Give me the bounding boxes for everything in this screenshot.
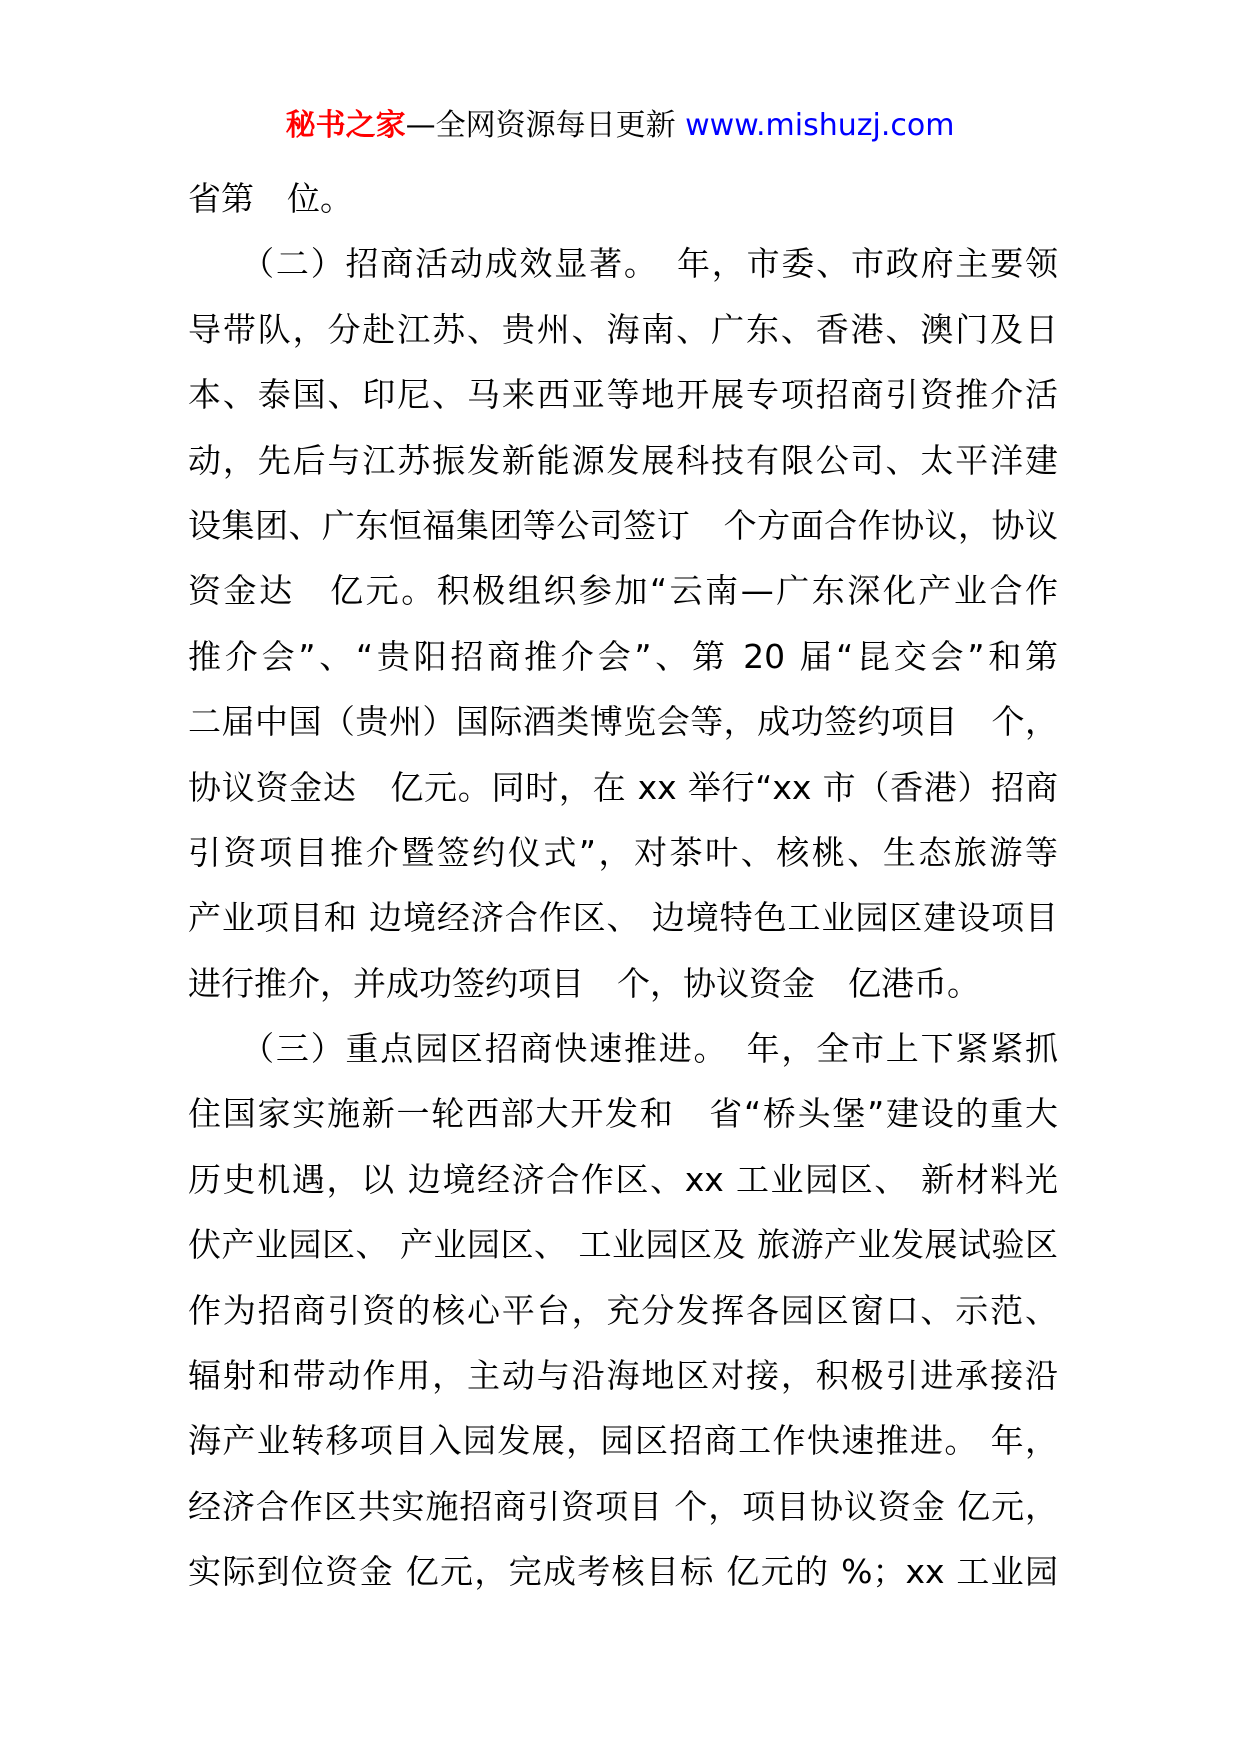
body-text [188, 166, 1058, 1605]
text-line: 动，先后与江苏振发新能源发展科技有限公司、太平洋建 [188, 440, 1058, 480]
text-line: 设集团、广东恒福集团等公司签订 个方面合作协议，协议 [188, 505, 1058, 545]
text-line: 协议资金达 亿元。同时，在 xx 举行“xx 市（香港）招商 [188, 767, 1058, 807]
text-line: 推介会”、“贵阳招商推介会”、第 20 届“昆交会”和第 [188, 636, 1058, 676]
text-line: 省第 位。 [188, 179, 353, 218]
text-line: 海产业转移项目入园发展，园区招商工作快速推进。 年， [188, 1421, 1058, 1461]
header-slogan: —全网资源每日更新 [405, 108, 686, 143]
text-line: 伏产业园区、 产业园区、 工业园区及 旅游产业发展试验区 [188, 1225, 1058, 1265]
watermark-header [0, 104, 1240, 148]
text-line: （二）招商活动成效显著。 年，市委、市政府主要领 [188, 244, 1058, 284]
text-line: （三）重点园区招商快速推进。 年，全市上下紧紧抓 [188, 1029, 1058, 1069]
text-line: 进行推介，并成功签约项目 个，协议资金 亿港币。 [188, 963, 980, 1003]
text-line: 住国家实施新一轮西部大开发和 省“桥头堡”建设的重大 [188, 1094, 1058, 1134]
text-line: 经济合作区共实施招商引资项目 个，项目协议资金 亿元， [188, 1486, 1058, 1526]
text-line: 实际到位资金 亿元，完成考核目标 亿元的 %；xx 工业园 [188, 1552, 1058, 1592]
text-line: 作为招商引资的核心平台，充分发挥各园区窗口、示范、 [188, 1290, 1058, 1330]
text-line: 本、泰国、印尼、马来西亚等地开展专项招商引资推介活 [188, 375, 1058, 415]
text-line: 导带队，分赴江苏、贵州、海南、广东、香港、澳门及日 [188, 309, 1058, 349]
text-line: 产业项目和 边境经济合作区、 边境特色工业园区建设项目 [188, 898, 1058, 938]
text-line: 历史机遇，以 边境经济合作区、xx 工业园区、 新材料光 [188, 1159, 1058, 1199]
text-line: 辐射和带动作用，主动与沿海地区对接，积极引进承接沿 [188, 1356, 1058, 1396]
text-line: 二届中国（贵州）国际酒类博览会等，成功签约项目 个， [188, 702, 1058, 742]
site-url[interactable]: www.mishuzj.com [685, 108, 955, 143]
text-line: 资金达 亿元。积极组织参加“云南—广东深化产业合作 [188, 571, 1058, 611]
brand-name: 秘书之家 [285, 108, 406, 143]
text-line: 引资项目推介暨签约仪式”，对茶叶、核桃、生态旅游等 [188, 832, 1058, 872]
